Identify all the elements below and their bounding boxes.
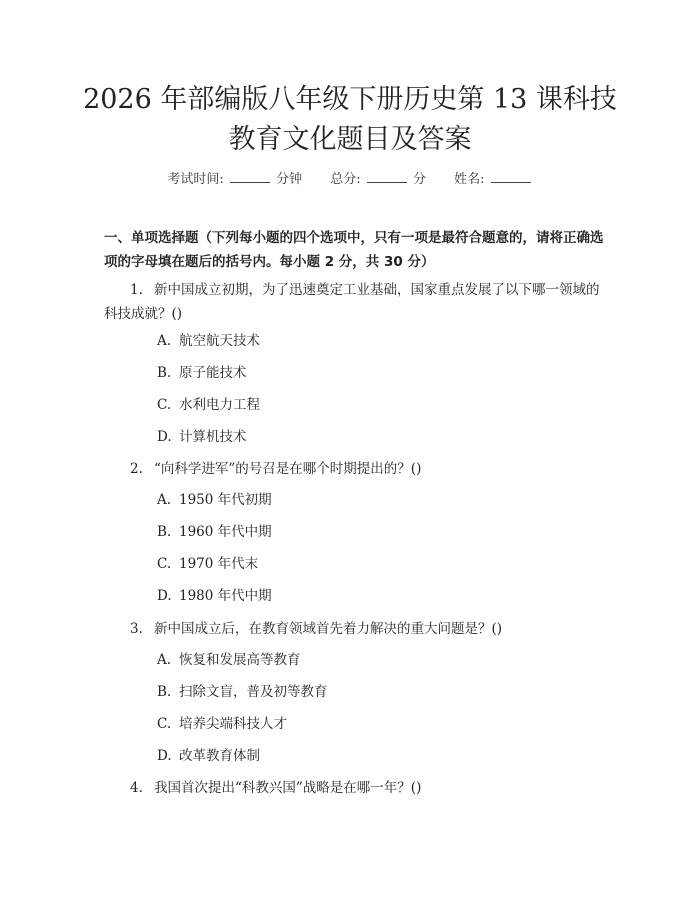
page-title-line-1: 2026 年部编版八年级下册历史第 13 课科技 <box>83 84 617 115</box>
question-4 <box>104 776 604 800</box>
total-score <box>330 172 430 187</box>
name-label: 姓名: <box>454 172 485 187</box>
question-number: 2. <box>130 461 143 477</box>
question-text: 新中国成立初期，为了迅速奠定工业基础，国家重点发展了以下哪一领域的科技成就？() <box>104 282 600 322</box>
question-text: “向科学进军”的号召是在哪个时期提出的？() <box>154 461 422 477</box>
time-unit: 分钟 <box>276 172 303 187</box>
question-3 <box>104 617 604 641</box>
question-3-option-b: B. 扫除文盲，普及初等教育 <box>157 684 328 700</box>
question-2-option-a: A. 1950 年代初期 <box>157 492 272 508</box>
question-1-option-b: B. 原子能技术 <box>157 365 247 381</box>
question-3-option-a: A. 恢复和发展高等教育 <box>157 652 301 668</box>
name-blank <box>491 172 531 183</box>
question-3-option-c: C. 培养尖端科技人才 <box>157 716 287 732</box>
question-2 <box>104 457 604 481</box>
exam-time <box>167 172 306 187</box>
question-1 <box>104 278 604 326</box>
question-1-option-c: C. 水利电力工程 <box>157 397 260 413</box>
question-3-option-d: D. 改革教育体制 <box>157 748 260 764</box>
question-text: 新中国成立后，在教育领域首先着力解决的重大问题是？() <box>154 621 503 637</box>
score-unit: 分 <box>412 172 426 187</box>
section-heading: 一、单项选择题（下列每小题的四个选项中，只有一项是最符合题意的，请将正确选项的字母填在题后的括号内。每小题 2 分，共 30 分） <box>104 230 604 270</box>
question-2-option-c: C. 1970 年代末 <box>157 556 259 572</box>
question-2-option-b: B. 1960 年代中期 <box>157 524 272 540</box>
exam-meta <box>0 168 700 187</box>
score-blank <box>367 172 407 183</box>
question-number: 4. <box>130 780 143 796</box>
question-number: 3. <box>130 621 143 637</box>
time-label: 考试时间: <box>167 172 224 187</box>
question-number: 1. <box>130 282 143 298</box>
page-title-line-2: 教育文化题目及答案 <box>228 124 472 155</box>
question-text: 我国首次提出“科教兴国”战略是在哪一年？() <box>154 780 422 796</box>
score-label: 总分: <box>330 172 361 187</box>
time-blank <box>230 172 270 183</box>
question-2-option-d: D. 1980 年代中期 <box>157 588 272 604</box>
question-1-option-a: A. 航空航天技术 <box>157 333 260 349</box>
question-1-option-d: D. 计算机技术 <box>157 429 247 445</box>
student-name <box>454 172 533 187</box>
